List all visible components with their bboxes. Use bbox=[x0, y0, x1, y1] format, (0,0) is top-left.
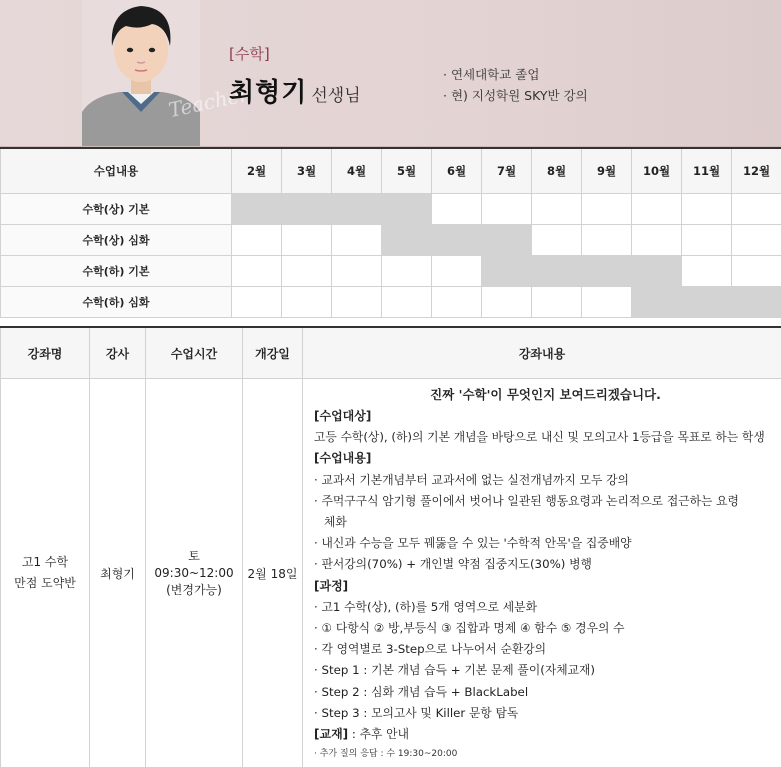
col-class-time: 수업시간 bbox=[146, 327, 243, 379]
month-header: 11월 bbox=[682, 148, 732, 194]
col-start-date: 개강일 bbox=[243, 327, 303, 379]
schedule-cell bbox=[632, 225, 682, 256]
col-course-content: 강좌내용 bbox=[303, 327, 781, 379]
schedule-cell bbox=[532, 287, 582, 318]
schedule-cell bbox=[232, 225, 282, 256]
course-content bbox=[303, 379, 781, 768]
schedule-cell bbox=[282, 256, 332, 287]
schedule-row-label: 수학(상) 기본 bbox=[1, 194, 232, 225]
month-header: 9월 bbox=[582, 148, 632, 194]
month-header: 10월 bbox=[632, 148, 682, 194]
schedule-cell bbox=[432, 256, 482, 287]
content-heading: [수업내용] bbox=[314, 448, 777, 469]
content-item: · 교과서 기본개념부터 교과서에 없는 실전개념까지 모두 강의 bbox=[314, 470, 777, 491]
course-name-line: 고1 수학 bbox=[2, 552, 88, 573]
teacher-suffix: 선생님 bbox=[311, 86, 360, 106]
process-item: · 고1 수학(상), (하)를 5개 영역으로 세분화 bbox=[314, 597, 777, 618]
schedule-cell-active bbox=[532, 256, 582, 287]
course-table bbox=[0, 326, 781, 768]
course-row bbox=[1, 379, 781, 768]
schedule-cell bbox=[582, 225, 632, 256]
schedule-cell bbox=[332, 256, 382, 287]
subject-label: [수학] bbox=[229, 43, 270, 64]
month-header: 7월 bbox=[482, 148, 532, 194]
schedule-cell bbox=[482, 194, 532, 225]
schedule-row bbox=[1, 225, 781, 256]
schedule-cell bbox=[732, 225, 781, 256]
textbook-heading: [교재] bbox=[314, 727, 348, 741]
schedule-cell-active bbox=[682, 287, 732, 318]
schedule-row-label: 수학(상) 심화 bbox=[1, 225, 232, 256]
schedule-row bbox=[1, 194, 781, 225]
schedule-cell bbox=[432, 287, 482, 318]
schedule-cell bbox=[682, 194, 732, 225]
teacher-banner bbox=[0, 0, 781, 147]
bio-line: · 현) 지성학원 SKY반 강의 bbox=[443, 85, 588, 106]
schedule-cell-active bbox=[732, 287, 781, 318]
course-time-line: (변경가능) bbox=[147, 582, 241, 599]
content-item: · 내신과 수능을 모두 꿰뚫을 수 있는 '수학적 안목'을 집중배양 bbox=[314, 533, 777, 554]
month-header: 12월 bbox=[732, 148, 781, 194]
course-time-line: 토 09:30~12:00 bbox=[147, 548, 241, 582]
textbook-text: : 추후 안내 bbox=[348, 727, 409, 741]
schedule-row-label: 수학(하) 기본 bbox=[1, 256, 232, 287]
col-teacher: 강사 bbox=[90, 327, 146, 379]
target-heading: [수업대상] bbox=[314, 406, 777, 427]
course-header-row bbox=[1, 327, 781, 379]
schedule-row bbox=[1, 287, 781, 318]
teacher-photo bbox=[82, 0, 200, 146]
schedule-cell bbox=[582, 194, 632, 225]
schedule-cell bbox=[232, 256, 282, 287]
schedule-cell bbox=[282, 225, 332, 256]
schedule-cell bbox=[582, 287, 632, 318]
schedule-row-label: 수학(하) 심화 bbox=[1, 287, 232, 318]
qa-note: · 추가 질의 응답 : 수 19:30~20:00 bbox=[314, 745, 777, 763]
schedule-cell-active bbox=[332, 194, 382, 225]
month-header: 3월 bbox=[282, 148, 332, 194]
content-item: 체화 bbox=[314, 512, 777, 533]
schedule-header-label: 수업내용 bbox=[1, 148, 232, 194]
textbook-line bbox=[314, 724, 777, 745]
month-header: 5월 bbox=[382, 148, 432, 194]
schedule-cell bbox=[532, 194, 582, 225]
month-header: 2월 bbox=[232, 148, 282, 194]
schedule-cell bbox=[382, 287, 432, 318]
schedule-cell bbox=[332, 225, 382, 256]
bio-line: · 연세대학교 졸업 bbox=[443, 64, 588, 85]
teacher-name bbox=[229, 72, 361, 109]
schedule-table bbox=[0, 147, 781, 318]
schedule-cell-active bbox=[632, 287, 682, 318]
teacher-name-text: 최형기 bbox=[229, 78, 307, 108]
schedule-cell bbox=[432, 194, 482, 225]
schedule-cell-active bbox=[482, 256, 532, 287]
content-item: · 판서강의(70%) + 개인별 약점 집중지도(30%) 병행 bbox=[314, 554, 777, 575]
process-item: · Step 3 : 모의고사 및 Killer 문항 탐독 bbox=[314, 703, 777, 724]
schedule-cell bbox=[682, 225, 732, 256]
month-header: 6월 bbox=[432, 148, 482, 194]
course-name bbox=[1, 379, 90, 768]
month-header: 4월 bbox=[332, 148, 382, 194]
watermark-text: Teacher bbox=[166, 82, 250, 122]
schedule-cell-active bbox=[632, 256, 682, 287]
schedule-cell bbox=[682, 256, 732, 287]
process-item: · ① 다항식 ② 방,부등식 ③ 집합과 명제 ④ 함수 ⑤ 경우의 수 bbox=[314, 618, 777, 639]
schedule-row bbox=[1, 256, 781, 287]
course-name-line: 만점 도약반 bbox=[2, 573, 88, 594]
course-start: 2월 18일 bbox=[243, 379, 303, 768]
process-item: · Step 2 : 심화 개념 습득 + BlackLabel bbox=[314, 682, 777, 703]
course-teacher: 최형기 bbox=[90, 379, 146, 768]
content-item: · 주먹구구식 암기형 풀이에서 벗어나 일관된 행동요령과 논리적으로 접근하는 요령 bbox=[314, 491, 777, 512]
schedule-cell-active bbox=[382, 225, 432, 256]
process-heading: [과정] bbox=[314, 576, 777, 597]
schedule-cell bbox=[482, 287, 532, 318]
target-text: 고등 수학(상), (하)의 기본 개념을 바탕으로 내신 및 모의고사 1등급을 목표로 하는 학생 bbox=[314, 427, 777, 448]
process-item: · 각 영역별로 3-Step으로 나누어서 순환강의 bbox=[314, 639, 777, 660]
schedule-cell bbox=[382, 256, 432, 287]
content-title: 진짜 '수학'이 무엇인지 보여드리겠습니다. bbox=[314, 385, 777, 403]
schedule-cell-active bbox=[482, 225, 532, 256]
schedule-cell-active bbox=[432, 225, 482, 256]
schedule-cell bbox=[332, 287, 382, 318]
month-header: 8월 bbox=[532, 148, 582, 194]
schedule-cell-active bbox=[582, 256, 632, 287]
schedule-cell bbox=[282, 287, 332, 318]
schedule-cell bbox=[232, 287, 282, 318]
schedule-cell-active bbox=[232, 194, 282, 225]
schedule-cell bbox=[532, 225, 582, 256]
schedule-cell bbox=[732, 194, 781, 225]
schedule-header-row bbox=[1, 148, 781, 194]
teacher-bio bbox=[443, 64, 588, 106]
process-item: · Step 1 : 기본 개념 습득 + 기본 문제 풀이(자체교재) bbox=[314, 660, 777, 681]
schedule-cell-active bbox=[282, 194, 332, 225]
schedule-cell bbox=[632, 194, 682, 225]
schedule-cell bbox=[732, 256, 781, 287]
schedule-cell-active bbox=[382, 194, 432, 225]
col-course-name: 강좌명 bbox=[1, 327, 90, 379]
course-time bbox=[146, 379, 243, 768]
